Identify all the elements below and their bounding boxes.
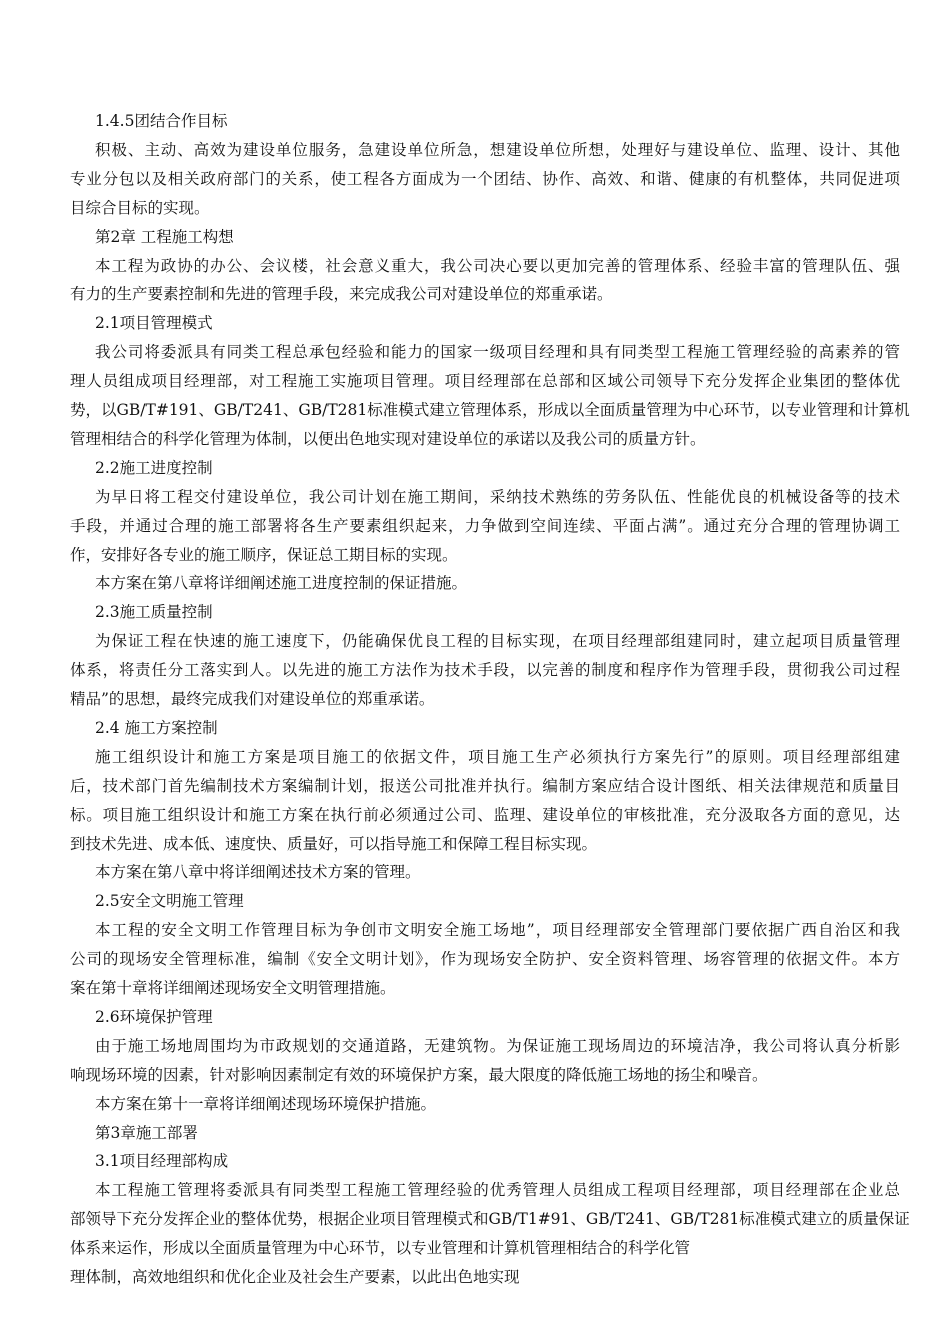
paragraph-line: 部领导下充分发挥企业的整体优势，根据企业项目管理模式和GB/T1#91、GB/T241、GB/T281标准模式建立的质量保证 — [70, 1210, 910, 1228]
section-heading: 2.5安全文明施工管理 — [95, 892, 244, 910]
section-heading: 2.4 施工方案控制 — [95, 719, 218, 737]
paragraph-line: 积极、主动、高效为建设单位服务，急建设单位所急，想建设单位所想，处理好与建设单位、监理、设计、其他 — [95, 141, 900, 159]
paragraph-line: 本工程的安全文明工作管理目标为争创市文明安全施工场地”，项目经理部安全管理部门要依据广西自治区和我 — [95, 921, 900, 939]
paragraph-line: 本方案在第十一章将详细阐述现场环境保护措施。 — [95, 1095, 437, 1113]
section-heading: 2.2施工进度控制 — [95, 459, 213, 477]
paragraph-line: 案在第十章将详细阐述现场安全文明管理措施。 — [70, 979, 396, 997]
paragraph-line: 有力的生产要素控制和先进的管理手段，来完成我公司对建设单位的郑重承诺。 — [70, 285, 613, 303]
paragraph-line: 到技术先进、成本低、速度快、质量好，可以指导施工和保障工程目标实现。 — [70, 835, 598, 853]
paragraph-line: 后，技术部门首先编制技术方案编制计划，报送公司批准并执行。编制方案应结合设计图纸、相关法律规范和质量目 — [70, 777, 900, 795]
paragraph-line: 体系，将责任分工落实到人。以先进的施工方法作为技术手段，以完善的制度和程序作为管理手段，贯彻我公司过程 — [70, 661, 900, 679]
section-heading: 第3章施工部署 — [95, 1124, 198, 1142]
paragraph-line: 精品”的思想，最终完成我们对建设单位的郑重承诺。 — [70, 690, 435, 708]
paragraph-line: 我公司将委派具有同类工程总承包经验和能力的国家一级项目经理和具有同类型工程施工管理经验的高素养的管 — [95, 343, 900, 361]
paragraph-line: 本工程施工管理将委派具有同类型工程施工管理经验的优秀管理人员组成工程项目经理部，项目经理部在企业总 — [95, 1181, 900, 1199]
paragraph-line: 本工程为政协的办公、会议楼，社会意义重大，我公司决心要以更加完善的管理体系、经验丰富的管理队伍、强 — [95, 257, 900, 275]
paragraph-line: 公司的现场安全管理标准，编制《安全文明计划》，作为现场安全防护、安全资料管理、场容管理的依据文件。本方 — [70, 950, 900, 968]
paragraph-line: 理人员组成项目经理部，对工程施工实施项目管理。项目经理部在总部和区域公司领导下充分发挥企业集团的整体优 — [70, 372, 900, 390]
paragraph-line: 为保证工程在快速的施工速度下，仍能确保优良工程的目标实现，在项目经理部组建同时，建立起项目质量管理 — [95, 632, 900, 650]
paragraph-line: 理体制，高效地组织和优化企业及社会生产要素，以此出色地实现 — [70, 1268, 520, 1286]
paragraph-line: 施工组织设计和施工方案是项目施工的依据文件，项目施工生产必须执行方案先行”的原则。项目经理部组建 — [95, 748, 900, 766]
section-heading: 1.4.5团结合作目标 — [95, 112, 228, 130]
section-heading: 3.1项目经理部构成 — [95, 1152, 229, 1170]
paragraph-line: 管理相结合的科学化管理为体制，以便出色地实现对建设单位的承诺以及我公司的质量方针。 — [70, 430, 706, 448]
paragraph-line: 本方案在第八章中将详细阐述技术方案的管理。 — [95, 863, 421, 881]
section-heading: 2.1项目管理模式 — [95, 314, 213, 332]
paragraph-line: 本方案在第八章将详细阐述施工进度控制的保证措施。 — [95, 574, 468, 592]
paragraph-line: 标。项目施工组织设计和施工方案在执行前必须通过公司、监理、建设单位的审核批准，充分汲取各方面的意见，达 — [70, 806, 900, 824]
section-heading: 2.3施工质量控制 — [95, 603, 213, 621]
section-heading: 2.6环境保护管理 — [95, 1008, 213, 1026]
paragraph-line: 专业分包以及相关政府部门的关系，使工程各方面成为一个团结、协作、高效、和谐、健康的有机整体，共同促进项 — [70, 170, 900, 188]
paragraph-line: 作，安排好各专业的施工顺序，保证总工期目标的实现。 — [70, 546, 458, 564]
paragraph-line: 响现场环境的因素，针对影响因素制定有效的环境保护方案，最大限度的降低施工场地的扬尘和噪音。 — [70, 1066, 768, 1084]
paragraph-line: 体系来运作，形成以全面质量管理为中心环节，以专业管理和计算机管理相结合的科学化管 — [70, 1239, 691, 1257]
paragraph-line: 手段，并通过合理的施工部署将各生产要素组织起来，力争做到空间连续、平面占满”。通过充分合理的管理协调工 — [70, 517, 900, 535]
paragraph-line: 为早日将工程交付建设单位，我公司计划在施工期间，采纳技术熟练的劳务队伍、性能优良的机械设备等的技术 — [95, 488, 900, 506]
paragraph-line: 目综合目标的实现。 — [70, 199, 210, 217]
paragraph-line: 由于施工场地周围均为市政规划的交通道路，无建筑物。为保证施工现场周边的环境洁净，我公司将认真分析影 — [95, 1037, 900, 1055]
paragraph-line: 势，以GB/T#191、GB/T241、GB/T281标准模式建立管理体系，形成以全面质量管理为中心环节，以专业管理和计算机 — [70, 401, 910, 419]
section-heading: 第2章 工程施工构想 — [95, 228, 234, 246]
